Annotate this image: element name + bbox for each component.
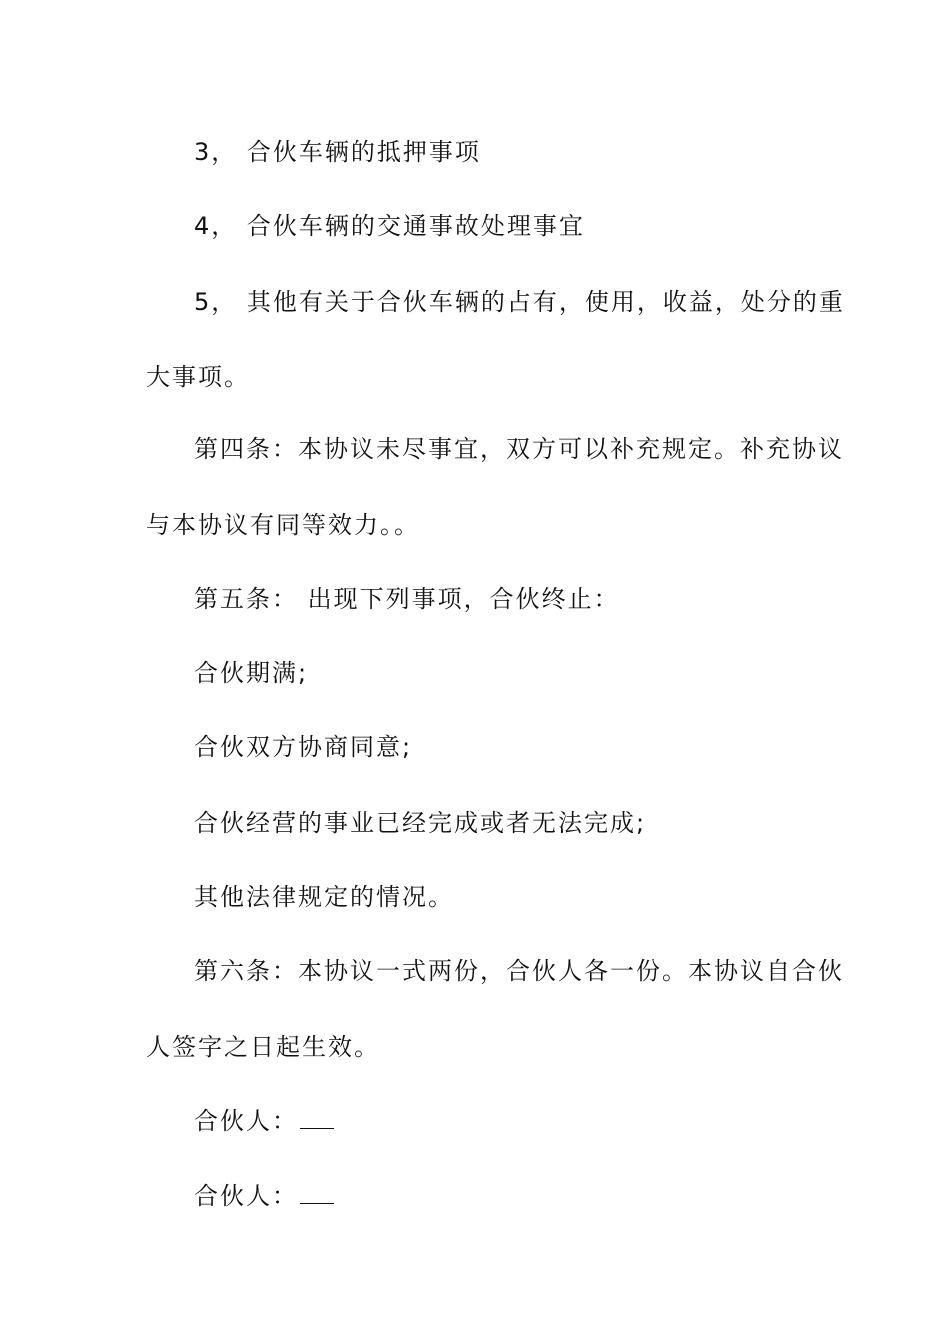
signature-partner-1 bbox=[194, 1106, 334, 1136]
signature-partner-2 bbox=[194, 1181, 334, 1211]
article-4: 第四条：本协议未尽事宜，双方可以补充规定。补充协议 bbox=[194, 435, 844, 463]
item-5-other-matters: 5， 其他有关于合伙车辆的占有，使用，收益，处分的重 bbox=[194, 288, 845, 316]
termination-item-legal: 其他法律规定的情况。 bbox=[194, 883, 454, 911]
signature-blank bbox=[300, 1106, 334, 1129]
item-5-other-matters-cont: 大事项。 bbox=[146, 363, 250, 391]
article-6-cont: 人签字之日起生效。 bbox=[146, 1033, 380, 1061]
termination-item-expiry: 合伙期满; bbox=[194, 659, 309, 687]
item-4-traffic-accident: 4， 合伙车辆的交通事故处理事宜 bbox=[194, 212, 585, 240]
signature-label: 合伙人： bbox=[194, 1107, 298, 1135]
signature-blank bbox=[300, 1181, 334, 1204]
article-4-cont: 与本协议有同等效力。。 bbox=[146, 511, 420, 539]
termination-item-mutual-agreement: 合伙双方协商同意; bbox=[194, 733, 413, 761]
article-5: 第五条： 出现下列事项，合伙终止： bbox=[194, 585, 620, 613]
article-6: 第六条：本协议一式两份，合伙人各一份。本协议自合伙 bbox=[194, 957, 844, 985]
item-3-mortgage: 3， 合伙车辆的抵押事项 bbox=[194, 138, 481, 166]
signature-label: 合伙人： bbox=[194, 1182, 298, 1210]
termination-item-business-completed: 合伙经营的事业已经完成或者无法完成; bbox=[194, 809, 647, 837]
